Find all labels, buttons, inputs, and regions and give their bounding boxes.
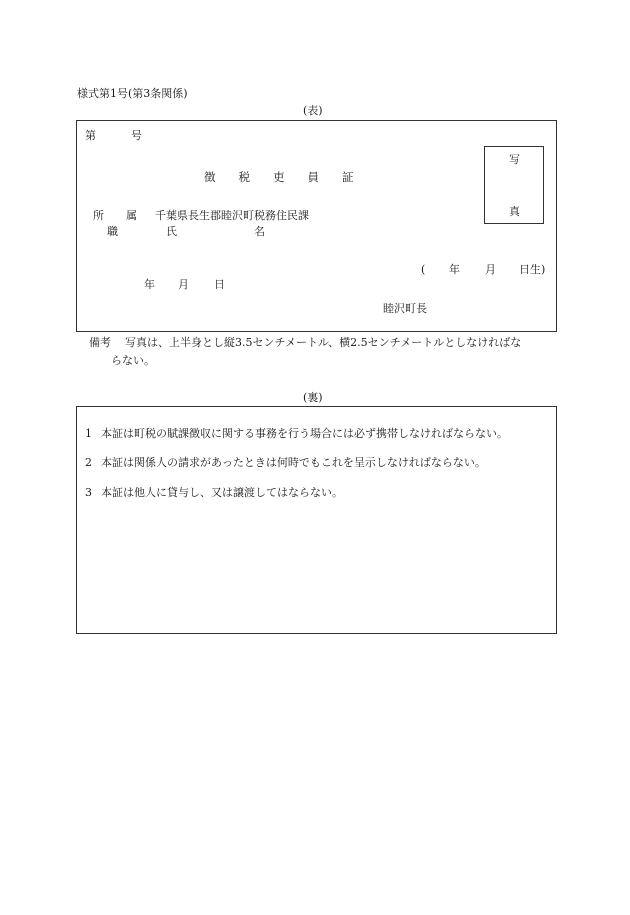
certificate-number-prefix: 第 xyxy=(85,129,96,142)
rule-number-3: 3 xyxy=(85,486,92,499)
birth-month-label: 月 xyxy=(485,263,496,276)
rule-text-1: 本証は町税の賦課徴収に関する事務を行う場合には必ず携帯しなければならない。 xyxy=(101,427,508,440)
rule-number-2: 2 xyxy=(85,456,92,469)
photo-label-2: 真 xyxy=(509,205,520,218)
photo-label-1: 写 xyxy=(509,153,520,166)
birth-year-label: 年 xyxy=(449,263,460,276)
remarks-line-1: 写真は、上半身とし縦3.5センチメートル、横2.5センチメートルとしなければな xyxy=(125,336,522,349)
issuer-name: 睦沢町長 xyxy=(383,302,427,315)
form-number-label: 様式第1号(第3条関係) xyxy=(77,87,188,100)
certificate-number-suffix: 号 xyxy=(131,129,142,142)
birth-day-label: 日生) xyxy=(519,263,546,276)
position-label: 職 xyxy=(107,225,118,238)
remarks-label: 備考 xyxy=(89,336,111,349)
back-heading: (裏) xyxy=(303,391,323,404)
certificate-title: 徴 税 吏 員 証 xyxy=(204,170,354,184)
rule-text-2: 本証は関係人の請求があったときは何時でもこれを呈示しなければならない。 xyxy=(101,456,486,469)
affiliation-value: 千葉県長生郡睦沢町税務住民課 xyxy=(155,209,309,222)
remarks-line-2: らない。 xyxy=(111,354,155,367)
back-card xyxy=(76,406,557,634)
birthdate-open-paren: ( xyxy=(421,263,426,276)
issue-day-label: 日 xyxy=(214,278,225,291)
issue-year-label: 年 xyxy=(144,278,155,291)
affiliation-label: 所 属 xyxy=(93,209,137,222)
rule-text-3: 本証は他人に貸与し、又は譲渡してはならない。 xyxy=(101,486,343,499)
issue-month-label: 月 xyxy=(178,278,189,291)
front-heading: (表) xyxy=(303,104,323,117)
rule-number-1: 1 xyxy=(85,427,92,440)
name-label: 氏 名 xyxy=(166,225,265,238)
